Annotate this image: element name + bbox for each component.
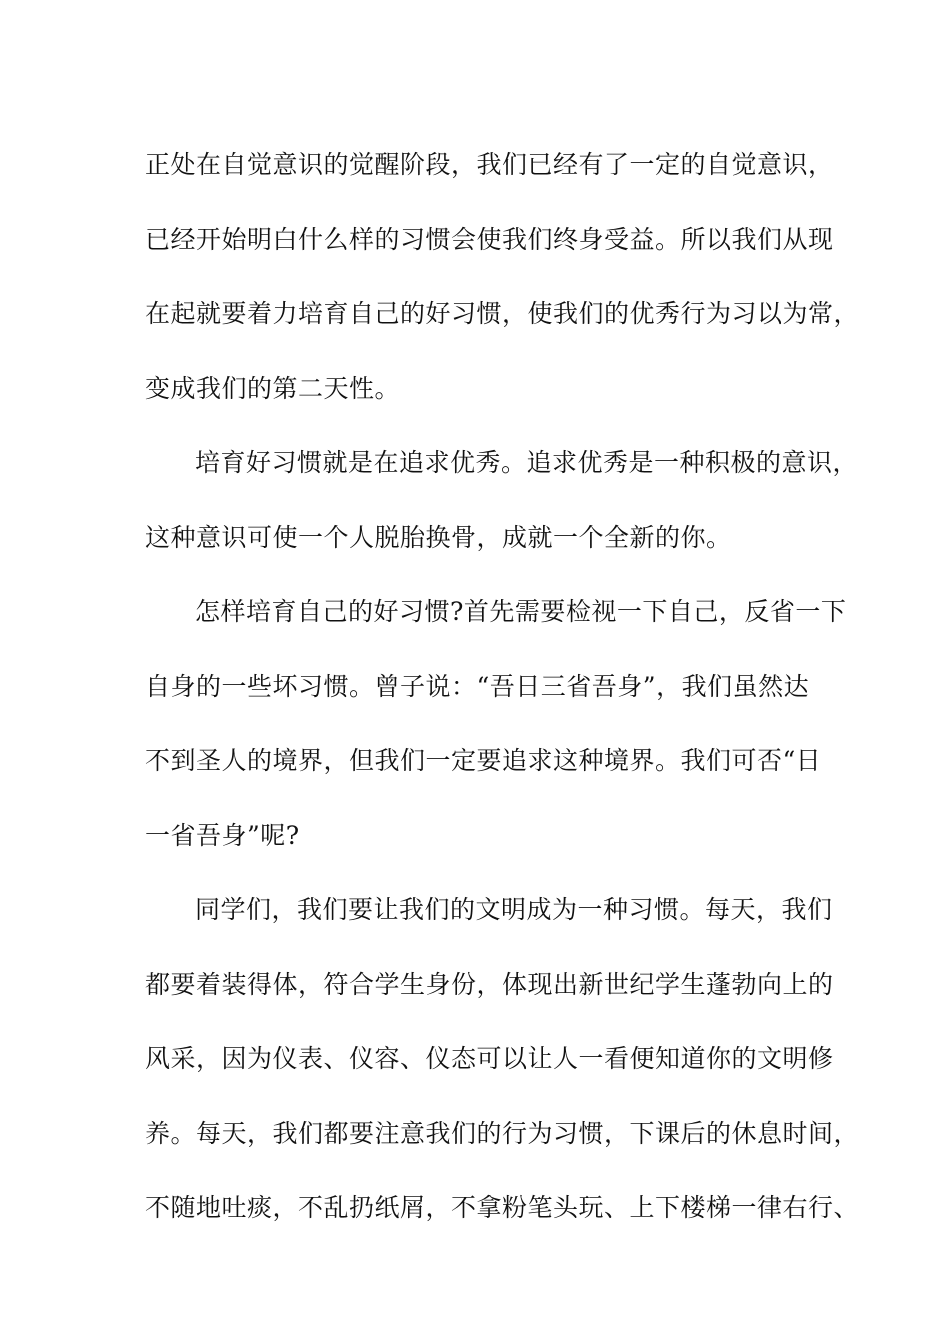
paragraph-4 — [145, 873, 860, 1246]
text-line: 培育好习惯就是在追求优秀。追求优秀是一种积极的意识， — [195, 448, 859, 477]
paragraph-1 — [145, 128, 860, 426]
text-line: 一省吾身”呢? — [145, 820, 300, 850]
text-line: 养。每天，我们都要注意我们的行为习惯，下课后的休息时间， — [145, 1118, 860, 1148]
text-line: 变成我们的第二天性。 — [145, 373, 401, 403]
paragraph-2 — [145, 426, 859, 575]
text-line: 同学们，我们要让我们的文明成为一种习惯。每天，我们 — [195, 895, 833, 924]
text-line: 怎样培育自己的好习惯?首先需要检视一下自己，反省一下 — [195, 597, 847, 626]
text-line: 这种意识可使一个人脱胎换骨，成就一个全新的你。 — [145, 522, 732, 552]
body-text — [145, 128, 860, 1246]
text-line: 在起就要着力培育自己的好习惯，使我们的优秀行为习以为常， — [145, 299, 860, 328]
paragraph-3 — [145, 575, 847, 873]
text-line: 都要着装得体，符合学生身份，体现出新世纪学生蓬勃向上的 — [145, 969, 834, 999]
text-line: 正处在自觉意识的觉醒阶段，我们已经有了一定的自觉意识， — [145, 150, 834, 179]
text-line: 自身的一些坏习惯。曾子说：“吾日三省吾身”，我们虽然达 — [145, 671, 810, 701]
text-line: 不随地吐痰，不乱扔纸屑，不拿粉笔头玩、上下楼梯一律右行、 — [145, 1193, 860, 1222]
text-line: 风采，因为仪表、仪容、仪态可以让人一看便知道你的文明修 — [145, 1044, 834, 1073]
text-line: 不到圣人的境界，但我们一定要追求这种境界。我们可否“日 — [145, 746, 822, 775]
text-line: 已经开始明白什么样的习惯会使我们终身受益。所以我们从现 — [145, 224, 834, 254]
